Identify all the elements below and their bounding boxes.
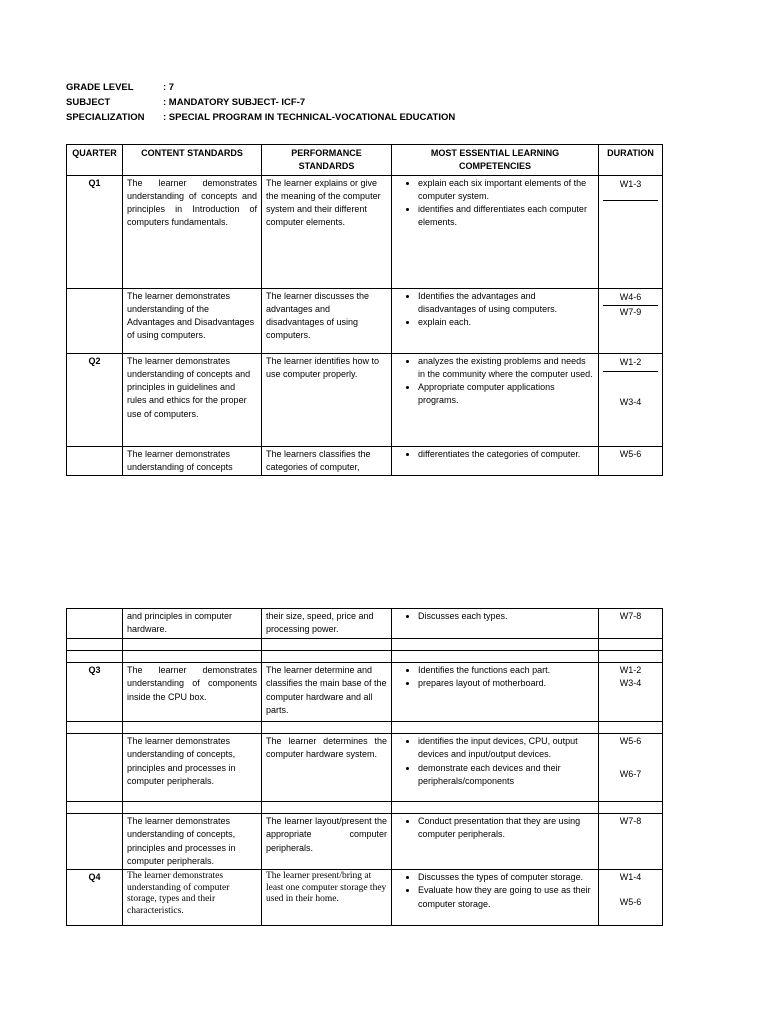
- header-value: : SPECIAL PROGRAM IN TECHNICAL-VOCATIONAL EDUCATION: [163, 112, 456, 123]
- spacer-row: [67, 802, 663, 814]
- duration-value: W1-4: [619, 872, 642, 883]
- duration-cell: [599, 446, 663, 476]
- content-standard-cell: The learner demonstrates understanding of concepts: [123, 446, 262, 476]
- col-header-content-standards: CONTENT STANDARDS: [123, 145, 262, 176]
- performance-standard-cell: The learner present/bring at least one computer storage they used in their home.: [262, 870, 392, 926]
- quarter-cell: Q2: [67, 353, 123, 446]
- duration-value: W3-4: [619, 678, 642, 689]
- duration-value: W6-7: [619, 769, 642, 780]
- competency-item: • explain each six important elements of the computer system.: [418, 177, 594, 204]
- performance-standard-cell: The learner explains or give the meaning of the computer system and their different computer elements.: [262, 175, 392, 288]
- competencies-cell: [392, 734, 599, 802]
- duration-value: W7-8: [619, 816, 642, 826]
- competencies-cell: [392, 609, 599, 639]
- content-standard-cell: The learner demonstrates understanding of concepts, principles and processes in computer peripherals.: [123, 814, 262, 870]
- header-row-specialization: [66, 110, 455, 125]
- spacer-row: [67, 639, 663, 651]
- duration-cell: [599, 734, 663, 802]
- header-row-subject: [66, 95, 455, 110]
- quarter-cell: Q3: [67, 663, 123, 722]
- content-standard-cell: The learner demonstrates understanding of concepts and principles in Introduction of computers fundamentals.: [123, 175, 262, 288]
- competencies-cell: [392, 663, 599, 722]
- competencies-cell: [392, 353, 599, 446]
- content-standard-cell: The learner demonstrates understanding of concepts and principles in guidelines and rules and ethics for the proper use of computers.: [123, 353, 262, 446]
- col-header-performance-standards: PERFORMANCE STANDARDS: [262, 145, 392, 176]
- table-row: [67, 609, 663, 639]
- competency-item: • Identifies the functions each part.: [418, 664, 594, 677]
- competency-item: • Conduct presentation that they are using computer peripherals.: [418, 815, 594, 842]
- quarter-cell: [67, 446, 123, 476]
- competencies-cell: [392, 814, 599, 870]
- table-row: [67, 734, 663, 802]
- quarter-cell: [67, 288, 123, 353]
- duration-cell: [599, 353, 663, 446]
- duration-cell: [599, 663, 663, 722]
- duration-value: W1-2: [603, 355, 658, 372]
- competencies-cell: [392, 446, 599, 476]
- competency-item: • Discusses the types of computer storage.: [418, 871, 594, 884]
- competency-item: • identifies and differentiates each computer elements.: [418, 203, 594, 230]
- competency-item: • prepares layout of motherboard.: [418, 677, 594, 690]
- table-row: [67, 353, 663, 446]
- table-row: [67, 288, 663, 353]
- competencies-cell: [392, 870, 599, 926]
- table-row: [67, 814, 663, 870]
- header-label: SPECIALIZATION: [66, 112, 145, 123]
- table-row: [67, 446, 663, 476]
- header-label: SUBJECT: [66, 97, 111, 108]
- table-row: [67, 175, 663, 288]
- duration-value: W1-2: [619, 665, 642, 675]
- col-header-duration: DURATION: [599, 145, 663, 176]
- competency-item: • explain each.: [418, 316, 594, 329]
- performance-standard-cell: The learner discusses the advantages and disadvantages of using computers.: [262, 288, 392, 353]
- curriculum-table-part-2: [66, 608, 663, 926]
- table-row: [67, 663, 663, 722]
- performance-standard-cell: The learner determines the computer hardware system.: [262, 734, 392, 802]
- spacer-row: [67, 722, 663, 734]
- competency-item: • Evaluate how they are going to use as their computer storage.: [418, 884, 594, 911]
- performance-standard-cell: their size, speed, price and processing power.: [262, 609, 392, 639]
- duration-value: W4-6: [603, 290, 658, 306]
- content-standard-cell: The learner demonstrates understanding of concepts, principles and processes in computer peripherals.: [123, 734, 262, 802]
- performance-standard-cell: The learners classifies the categories of computer,: [262, 446, 392, 476]
- competency-item: • analyzes the existing problems and needs in the community where the computer used.: [418, 355, 594, 382]
- competency-item: • differentiates the categories of computer.: [418, 448, 594, 461]
- document-header: [66, 80, 455, 125]
- col-header-competencies: MOST ESSENTIAL LEARNING COMPETENCIES: [392, 145, 599, 176]
- competencies-cell: [392, 175, 599, 288]
- competency-item: • demonstrate each devices and their peripherals/components: [418, 762, 594, 789]
- duration-value: W1-3: [603, 177, 658, 201]
- content-standard-cell: The learner demonstrates understanding of the Advantages and Disadvantages of using computers.: [123, 288, 262, 353]
- duration-value: W7-8: [619, 611, 642, 621]
- competency-item: • Identifies the advantages and disadvantages of using computers.: [418, 290, 594, 317]
- header-label: GRADE LEVEL: [66, 82, 134, 93]
- duration-value: W3-4: [619, 396, 642, 407]
- table-header-row: [67, 145, 663, 176]
- duration-value: W7-9: [619, 306, 642, 317]
- header-value: : MANDATORY SUBJECT- ICF-7: [163, 97, 306, 108]
- spacer-row: [67, 651, 663, 663]
- quarter-cell: [67, 734, 123, 802]
- competency-item: • Appropriate computer applications programs.: [418, 381, 594, 408]
- competency-item: • identifies the input devices, CPU, output devices and input/output devices.: [418, 735, 594, 762]
- duration-value: W5-6: [619, 736, 642, 746]
- header-value: : 7: [163, 82, 175, 93]
- duration-value: W5-6: [619, 897, 642, 908]
- duration-cell: [599, 175, 663, 288]
- quarter-cell: Q1: [67, 175, 123, 288]
- performance-standard-cell: The learner determine and classifies the main base of the computer hardware and all parts.: [262, 663, 392, 722]
- competency-item: • Discusses each types.: [418, 610, 594, 623]
- duration-cell: [599, 814, 663, 870]
- content-standard-cell: and principles in computer hardware.: [123, 609, 262, 639]
- duration-cell: [599, 609, 663, 639]
- quarter-cell: [67, 609, 123, 639]
- header-row-grade-level: [66, 80, 455, 95]
- performance-standard-cell: The learner identifies how to use computer properly.: [262, 353, 392, 446]
- curriculum-table-part-1: [66, 144, 663, 476]
- performance-standard-cell: The learner layout/present the appropriate computer peripherals.: [262, 814, 392, 870]
- quarter-cell: Q4: [67, 870, 123, 926]
- duration-value: W5-6: [619, 448, 642, 459]
- duration-cell: [599, 870, 663, 926]
- col-header-quarter: QUARTER: [67, 145, 123, 176]
- content-standard-cell: The learner demonstrates understanding of computer storage, types and their characteristics.: [123, 870, 262, 926]
- quarter-cell: [67, 814, 123, 870]
- duration-cell: [599, 288, 663, 353]
- table-row: [67, 870, 663, 926]
- content-standard-cell: The learner demonstrates understanding of components inside the CPU box.: [123, 663, 262, 722]
- competencies-cell: [392, 288, 599, 353]
